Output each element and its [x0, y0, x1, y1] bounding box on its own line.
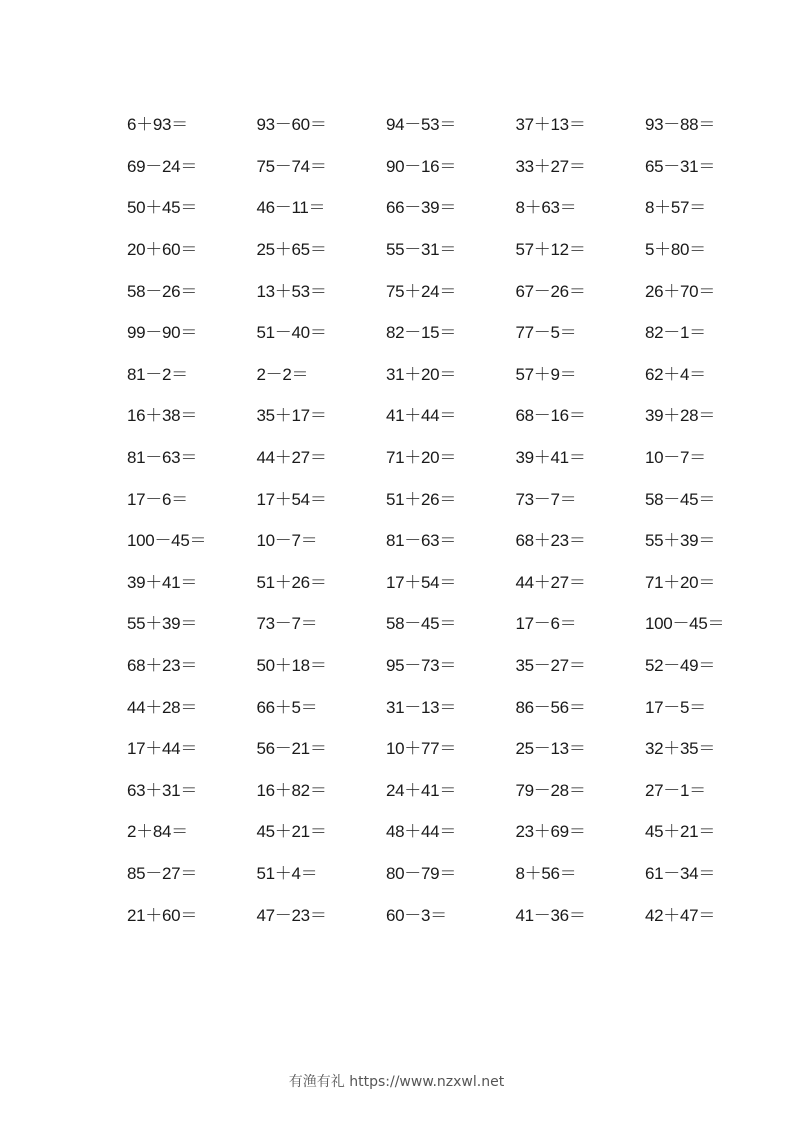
arithmetic-problem: 56－21＝ — [256, 739, 327, 759]
arithmetic-problem: 23＋69＝ — [515, 822, 586, 842]
arithmetic-problem: 6＋93＝ — [127, 115, 188, 135]
arithmetic-problem: 52－49＝ — [645, 656, 716, 676]
arithmetic-problem: 17－6＝ — [127, 489, 188, 509]
arithmetic-problem: 75－74＝ — [256, 156, 327, 176]
arithmetic-problem: 79－28＝ — [515, 780, 586, 800]
arithmetic-problem: 100－45＝ — [127, 531, 207, 551]
arithmetic-problem: 66－39＝ — [386, 198, 457, 218]
arithmetic-problem: 95－73＝ — [386, 656, 457, 676]
arithmetic-problem: 68＋23＝ — [515, 531, 586, 551]
problem-row — [127, 187, 767, 229]
arithmetic-problem: 51＋26＝ — [386, 489, 457, 509]
arithmetic-problem: 55＋39＝ — [645, 531, 716, 551]
arithmetic-problem: 21＋60＝ — [127, 905, 198, 925]
arithmetic-problem: 99－90＝ — [127, 323, 198, 343]
arithmetic-problem: 17＋54＝ — [386, 572, 457, 592]
arithmetic-problem: 62＋4＝ — [645, 364, 706, 384]
arithmetic-problem: 35－27＝ — [515, 656, 586, 676]
problem-row — [127, 104, 767, 146]
arithmetic-problem: 16＋82＝ — [256, 780, 327, 800]
arithmetic-problem: 44＋27＝ — [256, 448, 327, 468]
arithmetic-problem: 66＋5＝ — [256, 697, 318, 717]
arithmetic-problem: 80－79＝ — [386, 863, 457, 883]
arithmetic-problem: 24＋41＝ — [386, 780, 457, 800]
arithmetic-problem: 50＋18＝ — [256, 656, 327, 676]
arithmetic-problem: 8＋57＝ — [645, 198, 706, 218]
arithmetic-problem: 33＋27＝ — [515, 156, 586, 176]
problem-row — [127, 728, 767, 770]
arithmetic-problem: 39＋41＝ — [127, 572, 198, 592]
arithmetic-problem: 58－45＝ — [645, 489, 716, 509]
problem-row — [127, 520, 767, 562]
arithmetic-problem: 61－34＝ — [645, 863, 716, 883]
arithmetic-problem: 31－13＝ — [386, 697, 457, 717]
arithmetic-problem: 55＋39＝ — [127, 614, 198, 634]
arithmetic-problem: 10＋77＝ — [386, 739, 457, 759]
problem-row — [127, 478, 767, 520]
arithmetic-problem: 16＋38＝ — [127, 406, 198, 426]
arithmetic-problem: 45＋21＝ — [645, 822, 716, 842]
arithmetic-problem: 45＋21＝ — [256, 822, 327, 842]
arithmetic-problem: 68－16＝ — [515, 406, 586, 426]
problem-row — [127, 229, 767, 271]
arithmetic-problem: 2＋84＝ — [127, 822, 188, 842]
arithmetic-problem: 57＋9＝ — [515, 364, 577, 384]
arithmetic-problem: 100－45＝ — [645, 614, 725, 634]
arithmetic-problem: 8＋63＝ — [515, 198, 577, 218]
arithmetic-problem: 86－56＝ — [515, 697, 586, 717]
arithmetic-problem: 5＋80＝ — [645, 240, 706, 260]
arithmetic-problem: 51－40＝ — [256, 323, 327, 343]
arithmetic-problem: 27－1＝ — [645, 780, 706, 800]
arithmetic-problem: 41－36＝ — [515, 905, 586, 925]
problem-row — [127, 770, 767, 812]
arithmetic-problem: 51＋4＝ — [256, 863, 318, 883]
arithmetic-problem: 17＋44＝ — [127, 739, 198, 759]
arithmetic-problem: 58－45＝ — [386, 614, 457, 634]
arithmetic-problem: 63＋31＝ — [127, 780, 198, 800]
problem-row — [127, 811, 767, 853]
arithmetic-problem: 50＋45＝ — [127, 198, 198, 218]
arithmetic-problem: 93－88＝ — [645, 115, 716, 135]
arithmetic-problem: 77－5＝ — [515, 323, 577, 343]
arithmetic-problem: 32＋35＝ — [645, 739, 716, 759]
arithmetic-problem: 51＋26＝ — [256, 572, 327, 592]
arithmetic-worksheet — [127, 104, 767, 936]
problem-row — [127, 312, 767, 354]
arithmetic-problem: 39＋28＝ — [645, 406, 716, 426]
arithmetic-problem: 69－24＝ — [127, 156, 198, 176]
arithmetic-problem: 68＋23＝ — [127, 656, 198, 676]
arithmetic-problem: 71＋20＝ — [645, 572, 716, 592]
arithmetic-problem: 39＋41＝ — [515, 448, 586, 468]
arithmetic-problem: 8＋56＝ — [515, 863, 577, 883]
problem-row — [127, 437, 767, 479]
arithmetic-problem: 47－23＝ — [256, 905, 327, 925]
arithmetic-problem: 42＋47＝ — [645, 905, 716, 925]
arithmetic-problem: 90－16＝ — [386, 156, 457, 176]
arithmetic-problem: 44＋27＝ — [515, 572, 586, 592]
problem-row — [127, 853, 767, 895]
arithmetic-problem: 17－6＝ — [515, 614, 577, 634]
problem-row — [127, 146, 767, 188]
arithmetic-problem: 73－7＝ — [256, 614, 318, 634]
arithmetic-problem: 25＋65＝ — [256, 240, 327, 260]
problem-row — [127, 645, 767, 687]
problem-row — [127, 354, 767, 396]
arithmetic-problem: 81－63＝ — [127, 448, 198, 468]
arithmetic-problem: 60－3＝ — [386, 905, 447, 925]
arithmetic-problem: 82－15＝ — [386, 323, 457, 343]
arithmetic-problem: 65－31＝ — [645, 156, 716, 176]
arithmetic-problem: 46－11＝ — [256, 198, 326, 218]
arithmetic-problem: 85－27＝ — [127, 863, 198, 883]
arithmetic-problem: 41＋44＝ — [386, 406, 457, 426]
arithmetic-problem: 58－26＝ — [127, 281, 198, 301]
problem-row — [127, 562, 767, 604]
arithmetic-problem: 13＋53＝ — [256, 281, 327, 301]
arithmetic-problem: 10－7＝ — [645, 448, 706, 468]
problem-row — [127, 270, 767, 312]
footer-watermark: 有渔有礼 https://www.nzxwl.net — [288, 1074, 505, 1090]
arithmetic-problem: 82－1＝ — [645, 323, 706, 343]
problem-row — [127, 894, 767, 936]
arithmetic-problem: 81－63＝ — [386, 531, 457, 551]
arithmetic-problem: 94－53＝ — [386, 115, 457, 135]
arithmetic-problem: 35＋17＝ — [256, 406, 327, 426]
arithmetic-problem: 44＋28＝ — [127, 697, 198, 717]
arithmetic-problem: 26＋70＝ — [645, 281, 716, 301]
arithmetic-problem: 17＋54＝ — [256, 489, 327, 509]
arithmetic-problem: 71＋20＝ — [386, 448, 457, 468]
arithmetic-problem: 17－5＝ — [645, 697, 706, 717]
arithmetic-problem: 73－7＝ — [515, 489, 577, 509]
problem-row — [127, 395, 767, 437]
arithmetic-problem: 67－26＝ — [515, 281, 586, 301]
arithmetic-problem: 2－2＝ — [256, 364, 309, 384]
arithmetic-problem: 48＋44＝ — [386, 822, 457, 842]
arithmetic-problem: 57＋12＝ — [515, 240, 586, 260]
arithmetic-problem: 25－13＝ — [515, 739, 586, 759]
arithmetic-problem: 81－2＝ — [127, 364, 188, 384]
arithmetic-problem: 93－60＝ — [256, 115, 327, 135]
arithmetic-problem: 37＋13＝ — [515, 115, 586, 135]
problem-row — [127, 603, 767, 645]
arithmetic-problem: 55－31＝ — [386, 240, 457, 260]
problem-row — [127, 686, 767, 728]
arithmetic-problem: 10－7＝ — [256, 531, 318, 551]
arithmetic-problem: 75＋24＝ — [386, 281, 457, 301]
arithmetic-problem: 31＋20＝ — [386, 364, 457, 384]
arithmetic-problem: 20＋60＝ — [127, 240, 198, 260]
